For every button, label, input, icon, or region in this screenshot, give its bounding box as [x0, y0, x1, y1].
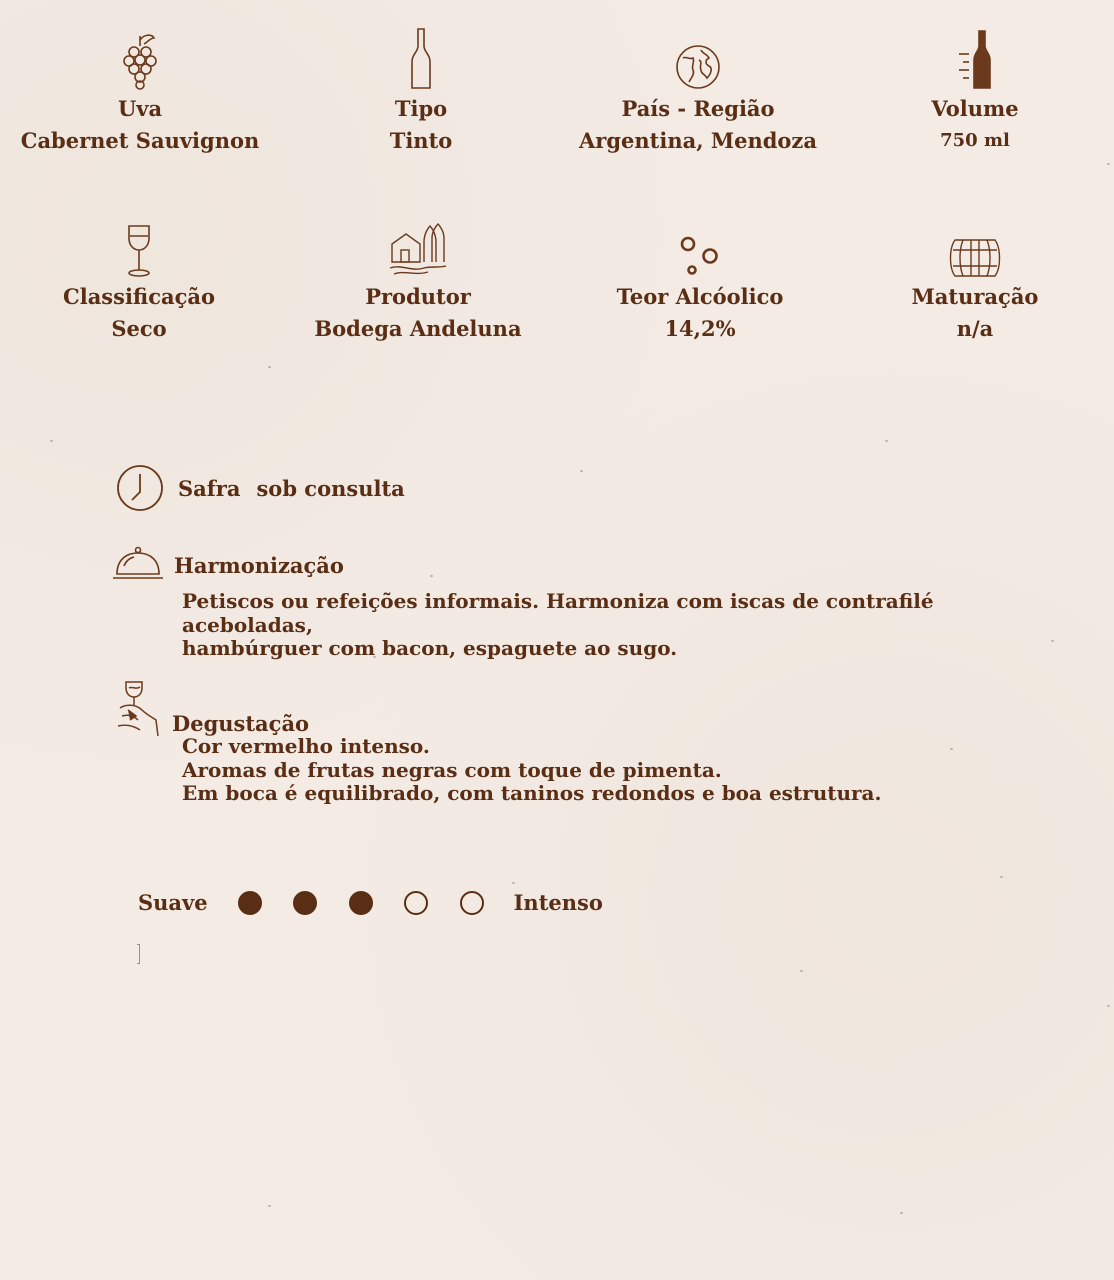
attribute-label: País - Região: [621, 96, 775, 121]
intensity-dot-empty: [460, 891, 484, 915]
pairing-title: Harmonização: [174, 553, 344, 578]
tasting-line: Aromas de frutas negras com toque de pimenta.: [182, 757, 722, 782]
barrel-icon: [845, 220, 1105, 282]
attribute-region: [568, 32, 828, 156]
attribute-type: [291, 32, 551, 156]
attribute-label: Teor Alcóolico: [616, 284, 784, 309]
tasting-heading: [116, 680, 309, 738]
vintage-value: sob consulta: [256, 475, 405, 501]
attribute-value: 750 ml: [940, 130, 1010, 151]
grape-icon: [10, 32, 270, 94]
attribute-label: Produtor: [365, 284, 471, 309]
tasting-title: Degustação: [172, 711, 310, 736]
tasting-line: Em boca é equilibrado, com taninos redondos e boa estrutura.: [182, 781, 882, 805]
attribute-value: Bodega Andeluna: [314, 316, 522, 341]
pairing-line: hambúrguer com bacon, espaguete ao sugo.: [182, 636, 678, 660]
winery-icon: [288, 220, 548, 282]
intensity-min-label: Suave: [138, 890, 208, 915]
attribute-label: Uva: [117, 96, 163, 121]
attribute-label: Tipo: [394, 96, 448, 121]
wine-glass-icon: [9, 220, 269, 282]
attribute-label: Classificação: [63, 284, 215, 309]
attribute-value: Tinto: [389, 128, 453, 153]
stray-bracket-mark: [137, 944, 140, 964]
attribute-grape: [10, 32, 270, 156]
vintage-label: Safra: [178, 475, 241, 501]
pairing-text: [182, 590, 1042, 661]
attribute-volume: [845, 32, 1105, 156]
intensity-dot-filled: [293, 891, 317, 915]
wine-tasting-icon: [116, 680, 162, 738]
cloche-icon: [112, 546, 164, 580]
clock-icon: [116, 464, 164, 512]
attribute-alcohol: [570, 220, 830, 344]
intensity-dot-filled: [349, 891, 373, 915]
attribute-label: Volume: [931, 96, 1019, 121]
pairing-line: Petiscos ou refeições informais. Harmoniza com iscas de contrafilé aceboladas,: [182, 589, 934, 637]
attribute-maturation: [845, 220, 1105, 344]
tasting-text: [182, 735, 1042, 806]
intensity-dot-filled: [238, 891, 262, 915]
intensity-scale: [138, 890, 603, 915]
bottle-volume-icon: [845, 32, 1105, 94]
attribute-value: Cabernet Sauvignon: [20, 128, 260, 153]
attribute-classification: [9, 220, 269, 344]
intensity-dots: [238, 891, 484, 915]
attribute-value: Argentina, Mendoza: [579, 128, 817, 153]
vintage-row: [116, 464, 405, 512]
intensity-dot-empty: [404, 891, 428, 915]
attribute-value: Seco: [111, 316, 167, 341]
bottle-outline-icon: [291, 32, 551, 94]
bubbles-icon: [570, 220, 830, 282]
intensity-max-label: Intenso: [513, 890, 603, 915]
tasting-line: Cor vermelho intenso.: [182, 734, 430, 758]
attribute-value: n/a: [956, 316, 994, 341]
attribute-value: 14,2%: [664, 316, 736, 341]
attribute-label: Maturação: [911, 284, 1039, 309]
pairing-heading: [112, 546, 344, 580]
attribute-producer: [288, 220, 548, 344]
globe-icon: [568, 32, 828, 94]
